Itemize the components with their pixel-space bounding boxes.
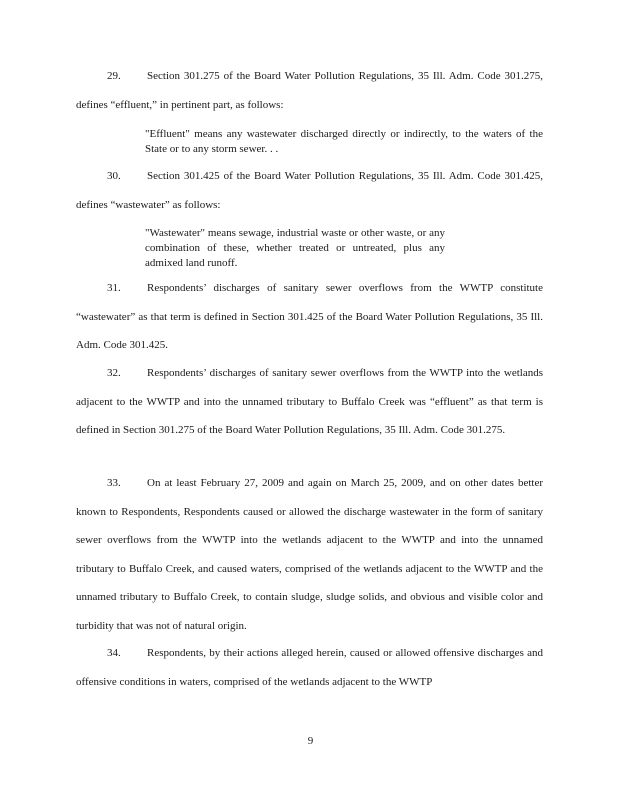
paragraph-34 — [76, 639, 543, 696]
paragraph-text: On at least February 27, 2009 and again on March 25, 2009, and on other dates better known to Respondents, Respondents caused or allowed the discharge wastewater in the form of sanitary sewer overflows from the WWTP into the wetlands adjacent to the WWTP and into the unnamed tributary to Buffalo Creek, and caused waters, comprised of the wetlands adjacent to the WWTP and the unnamed tributary to Buffalo Creek, to contain sludge, sludge solids, and obvious and visible color and turbidity that was not of natural origin. — [76, 477, 543, 632]
paragraph-number: 32. — [107, 367, 121, 379]
block-quote-effluent: "Effluent" means any wastewater discharged directly or indirectly, to the waters of the State or to any storm sewer. . . — [145, 128, 543, 155]
paragraph-text: Respondents, by their actions alleged herein, caused or allowed offensive discharges and offensive conditions in waters, comprised of the wetlands adjacent to the WWTP — [76, 647, 543, 688]
paragraph-30 — [76, 162, 543, 219]
paragraph-text: Section 301.425 of the Board Water Pollution Regulations, 35 Ill. Adm. Code 301.425, defines “wastewater” as follows: — [76, 170, 543, 211]
paragraph-number: 31. — [107, 282, 121, 294]
paragraph-text: Section 301.275 of the Board Water Pollution Regulations, 35 Ill. Adm. Code 301.275, defines “effluent,” in pertinent part, as follows: — [76, 70, 543, 111]
paragraph-29 — [76, 62, 543, 119]
paragraph-text: Respondents’ discharges of sanitary sewer overflows from the WWTP constitute “wastewater” as that term is defined in Section 301.425 of the Board Water Pollution Regulations, 35 Ill. Adm. Code 301.425. — [76, 282, 543, 351]
paragraph-text: Respondents’ discharges of sanitary sewer overflows from the WWTP into the wetlands adjacent to the WWTP and into the unnamed tributary to Buffalo Creek was “effluent” as that term is defined in Section 301.275 of the Board Water Pollution Regulations, 35 Ill. Adm. Code 301.275. — [76, 367, 543, 436]
paragraph-number: 34. — [107, 647, 121, 659]
paragraph-32 — [76, 359, 543, 445]
paragraph-number: 33. — [107, 477, 121, 489]
page-number: 9 — [307, 735, 314, 747]
block-quote-wastewater: "Wastewater" means sewage, industrial waste or other waste, or any combination of these, whether treated or untreated, plus any admixed land runoff. — [145, 227, 445, 269]
paragraph-number: 30. — [107, 170, 121, 182]
paragraph-number: 29. — [107, 70, 121, 82]
paragraph-31 — [76, 274, 543, 360]
paragraph-33 — [76, 469, 543, 640]
